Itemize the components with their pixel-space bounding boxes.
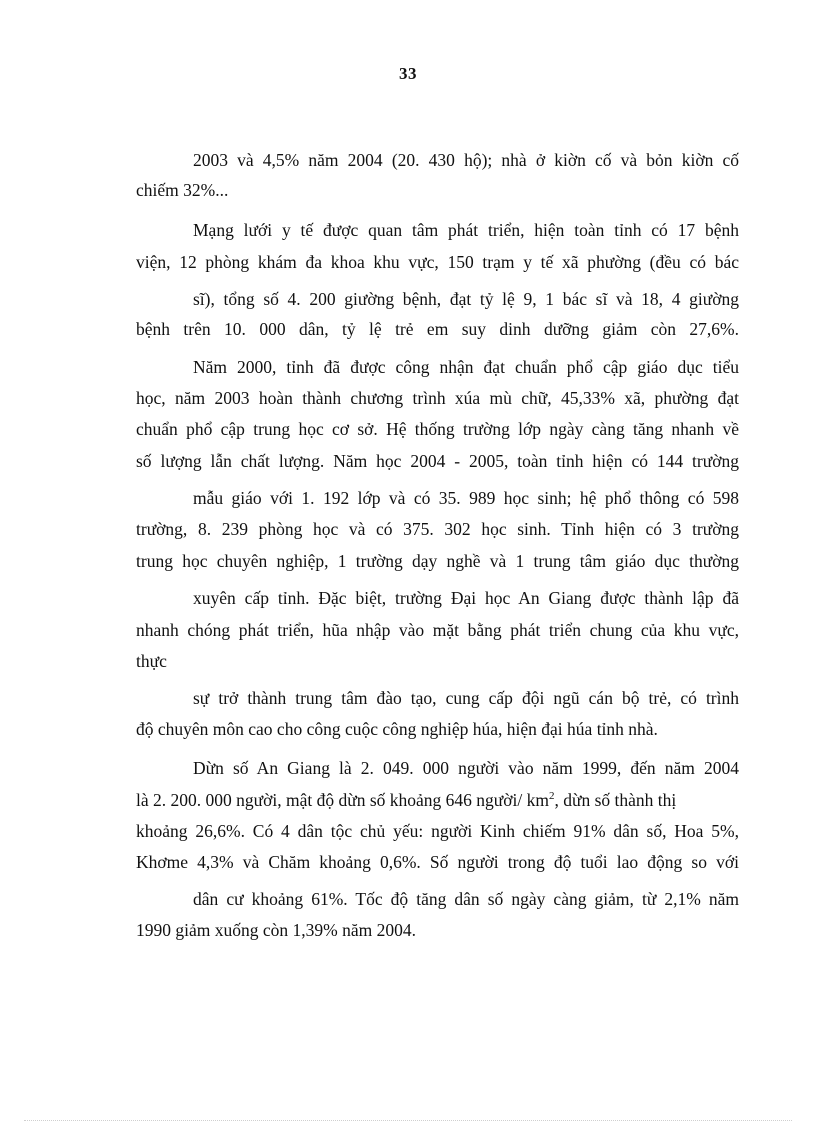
text-line: sĩ), tổng số 4. 200 giường bệnh, đạt tỷ lệ 9, 1 bác sĩ và 18, 4 giường: [193, 289, 739, 309]
text-line: viện, 12 phòng khám đa khoa khu vực, 150 trạm y tế xã phường (đều có bác: [136, 252, 739, 272]
text-line: 1990 giảm xuống còn 1,39% năm 2004.: [136, 920, 416, 940]
text-line: bệnh trên 10. 000 dân, tỷ lệ trẻ em suy dinh dưỡng giảm còn 27,6%.: [136, 319, 739, 339]
text-line: số lượng lẫn chất lượng. Năm học 2004 - 2005, toàn tỉnh hiện có 144 trường: [136, 451, 739, 471]
text-line: khoảng 26,6%. Có 4 dân tộc chủ yếu: người Kinh chiếm 91% dân số, Hoa 5%,: [136, 821, 739, 841]
page-number: 33: [399, 64, 417, 83]
text-line: Mạng lưới y tế được quan tâm phát triển, hiện toàn tỉnh có 17 bệnh: [193, 220, 739, 240]
text-line: độ chuyên môn cao cho công cuộc công nghiệp húa, hiện đại húa tỉnh nhà.: [136, 719, 658, 739]
text-line: Dừn số An Giang là 2. 049. 000 người vào năm 1999, đến năm 2004: [193, 758, 739, 778]
text-segment: là 2. 200. 000 người, mật độ dừn số khoảng 646 người/ km: [136, 790, 549, 810]
text-line: nhanh chóng phát triển, hũa nhập vào mặt bằng phát triển chung của khu vực,: [136, 620, 739, 640]
text-line: [136, 788, 739, 812]
text-line: Năm 2000, tỉnh đã được công nhận đạt chuẩn phổ cập giáo dục tiểu: [193, 357, 739, 377]
text-line: học, năm 2003 hoàn thành chương trình xúa mù chữ, 45,33% xã, phường đạt: [136, 388, 739, 408]
text-line: dân cư khoảng 61%. Tốc độ tăng dân số ngày càng giảm, từ 2,1% năm: [193, 889, 739, 909]
text-line: chiếm 32%...: [136, 180, 229, 200]
text-line: xuyên cấp tỉnh. Đặc biệt, trường Đại học An Giang được thành lập đã: [193, 588, 739, 608]
text-segment: , dừn số thành thị: [554, 790, 677, 810]
text-line: trường, 8. 239 phòng học và có 375. 302 học sinh. Tỉnh hiện có 3 trường: [136, 519, 739, 539]
text-line: sự trở thành trung tâm đào tạo, cung cấp đội ngũ cán bộ trẻ, có trình: [193, 688, 739, 708]
footer-rule: [24, 1120, 792, 1121]
text-line: Khơme 4,3% và Chăm khoảng 0,6%. Số người trong độ tuổi lao động so với: [136, 852, 739, 872]
text-line: 2003 và 4,5% năm 2004 (20. 430 hộ); nhà ở kiờn cố và bỏn kiờn cố: [193, 150, 739, 170]
text-line: chuẩn phổ cập trung học cơ sở. Hệ thống trường lớp ngày càng tăng nhanh về: [136, 419, 739, 439]
text-line: trung học chuyên nghiệp, 1 trường dạy nghề và 1 trung tâm giáo dục thường: [136, 551, 739, 571]
text-line: thực: [136, 651, 167, 671]
text-line: mẫu giáo với 1. 192 lớp và có 35. 989 học sinh; hệ phổ thông có 598: [193, 488, 739, 508]
superscript-2: 2: [549, 790, 555, 803]
